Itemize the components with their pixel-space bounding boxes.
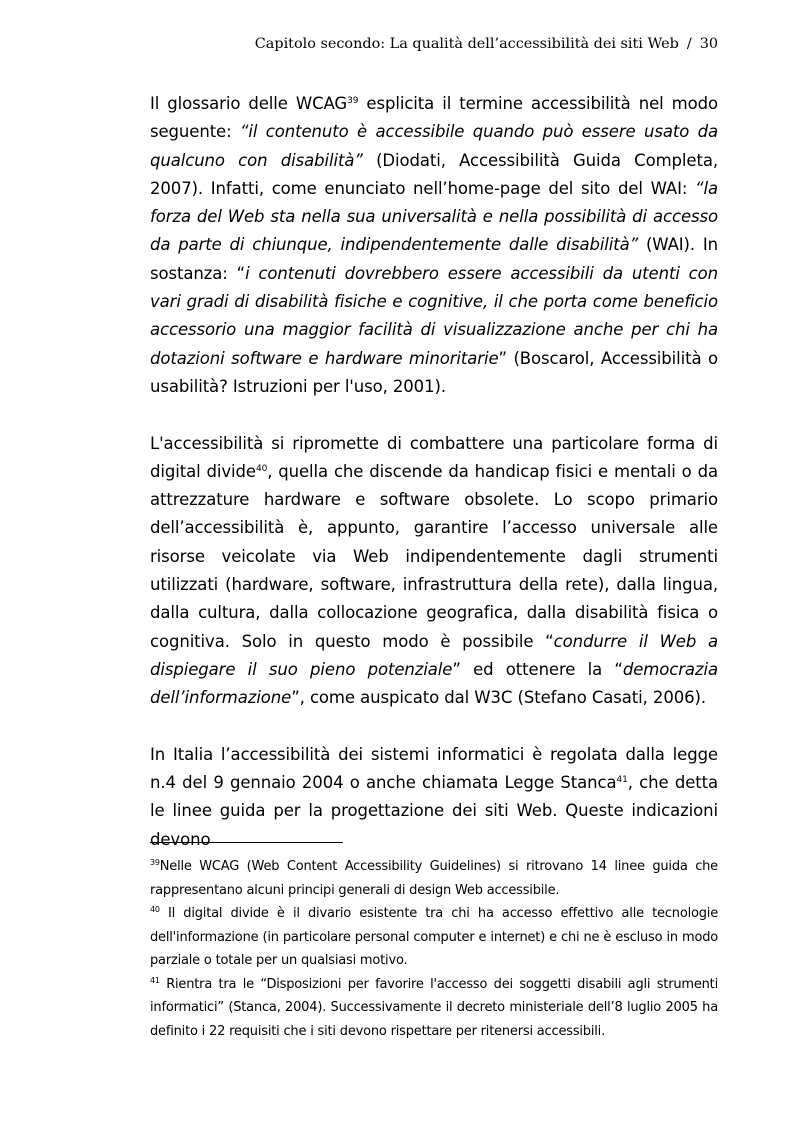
footnote-number: 39 xyxy=(150,858,160,867)
paragraph-1 xyxy=(150,90,718,401)
footnote-ref-41[interactable]: 41 xyxy=(616,775,628,786)
footnotes xyxy=(150,855,718,1043)
quote-run: “la forza del Web sta nella sua universalità e nella possibilità di accesso da parte di chiunque, indipendentemente dalle disabilità” xyxy=(150,178,718,255)
text-run: ” (Boscarol, Accessibilità o usabilità? Istruzioni per l'uso, 2001). xyxy=(150,348,718,396)
footnote-ref-40[interactable]: 40 xyxy=(255,463,268,474)
footnote-40 xyxy=(150,902,718,973)
quote-run: condurre il Web a dispiegare il suo pieno potenziale xyxy=(150,631,719,679)
text-run: L'accessibilità si ripromette di combattere una particolare forma di digital divide xyxy=(150,433,718,481)
header-separator: / xyxy=(686,36,692,52)
footnote-text: Rientra tra le “Disposizioni per favorire l'accesso dei soggetti disabili agli strumenti informatici” (Stanca, 2004). Successivamente il decreto ministeriale dell’8 luglio 2005 ha definito i 22 requisiti che i siti devono rispettare per ritenersi accessibili. xyxy=(150,976,718,1039)
chapter-title: Capitolo secondo: La qualità dell’accessibilità dei siti Web xyxy=(254,36,679,52)
footnote-text: Il digital divide è il divario esistente tra chi ha accesso effettivo alle tecnologie dell'informazione (in particolare personal computer e internet) e chi ne è escluso in modo parziale o totale per un qualsiasi motivo. xyxy=(150,906,718,968)
quote-run: democrazia dell’informazione xyxy=(150,659,718,708)
footnote-number: 41 xyxy=(150,975,160,985)
footnote-rule xyxy=(150,842,343,843)
text-run: , che detta le linee guida per la progettazione dei siti Web. Queste indicazioni devono xyxy=(150,773,718,849)
page-number: 30 xyxy=(699,36,718,52)
text-run: esplicita il termine accessibilità nel modo seguente: xyxy=(150,94,718,142)
text-run: , quella che discende da handicap fisici e mentali o da attrezzature hardware e software obsolete. Lo scopo primario dell’accessibilità è, appunto, garantire l’accesso universale alle risorse veicolate via Web indipendentemente dagli strumenti utilizzati (hardware, software, infrastruttura della rete), dalla lingua, dalla cultura, dalla collocazione geografica, dalla disabilità fisica o cognitiva. Solo in questo modo è possibile “ xyxy=(150,461,718,651)
footnote-ref-39[interactable]: 39 xyxy=(347,96,359,106)
paragraph-3 xyxy=(150,741,718,854)
text-run: (WAI). In sostanza: “ xyxy=(150,235,718,283)
running-header xyxy=(255,36,718,52)
text-run: Il glossario delle WCAG xyxy=(150,94,348,113)
quote-run: “il contenuto è accessibile quando può essere usato da qualcuno con disabilità” xyxy=(150,122,719,170)
paragraph-2 xyxy=(150,430,718,713)
footnote-number: 40 xyxy=(150,905,160,914)
text-run: (Diodati, Accessibilità Guida Completa, 2007). Infatti, come enunciato nell’home-page del sito del WAI: xyxy=(150,150,718,198)
text-run: ”, come auspicato dal W3C (Stefano Casati, 2006). xyxy=(291,688,706,708)
footnote-41 xyxy=(150,973,718,1044)
quote-run: i contenuti dovrebbero essere accessibili da utenti con vari gradi di disabilità fisiche e cognitive, il che porta come beneficio accessorio una maggior facilità di visualizzazione anche per chi ha dotazioni software e hardware minoritarie xyxy=(150,263,718,368)
footnote-39 xyxy=(150,855,718,902)
footnote-text: Nelle WCAG (Web Content Accessibility Guidelines) si ritrovano 14 linee guida che rappresentano alcuni principi generali di design Web accessibile. xyxy=(150,859,718,898)
text-run: ” ed ottenere la “ xyxy=(452,659,623,679)
body-text xyxy=(150,90,718,882)
text-run: In Italia l’accessibilità dei sistemi informatici è regolata dalla legge n.4 del 9 gennaio 2004 o anche chiamata Legge Stanca xyxy=(150,744,718,793)
